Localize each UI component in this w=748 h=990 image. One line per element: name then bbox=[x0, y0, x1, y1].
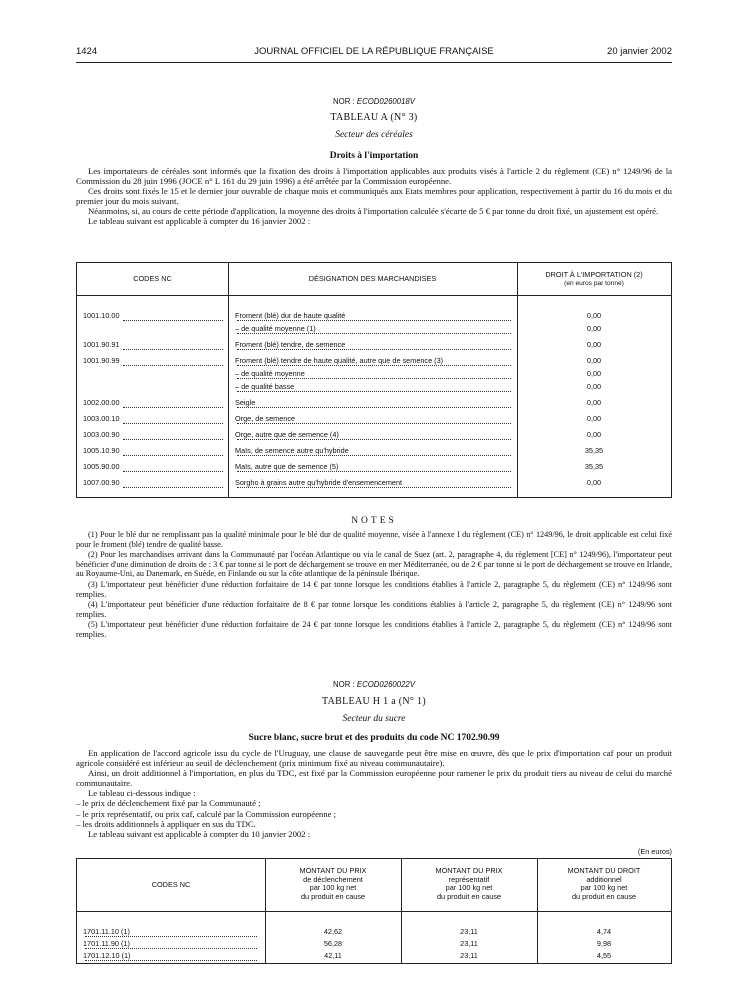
header-divider bbox=[77, 295, 671, 296]
list-item: – les droits additionnels à appliquer en sus du TDC. bbox=[76, 818, 256, 829]
row-code: 1001.10.00 bbox=[83, 311, 120, 320]
nor-reference-a: NOR : ECOD0260018V bbox=[333, 97, 415, 106]
table-row bbox=[77, 951, 671, 964]
paragraph: En application de l'accord agricole issu du cycle de l'Uruguay, une clause de sauvegarde peut être mise en œuvre, dès que le prix d'importation caf pour un produit agricole considéré est inférieur au seuil de déclenchement (prix minimum fixé au niveau communautaire). bbox=[76, 748, 672, 769]
row-code: 1003.00.10 bbox=[83, 414, 120, 423]
row-code: 1002.00.00 bbox=[83, 398, 120, 407]
journal-title: JOURNAL OFFICIEL DE LA RÉPUBLIQUE FRANÇAISE bbox=[254, 46, 494, 57]
row-code: 1005.90.00 bbox=[83, 462, 120, 471]
note-item: (1) Pour le blé dur ne remplissant pas la qualité minimale pour le blé dur de qualité moyenne, visée à l'annexe I du règlement (CE) n° 1249/96, le droit applicable est celui fixé pour le froment (blé) tendre de qualité basse. bbox=[76, 530, 672, 549]
intro-a bbox=[76, 166, 672, 227]
row-value: 0,00 bbox=[586, 430, 602, 439]
row-code: 1001.90.99 bbox=[83, 356, 120, 365]
row-value: 0,00 bbox=[586, 340, 602, 349]
row-value: 0,00 bbox=[586, 478, 602, 487]
row-designation: Froment (blé) tendre de haute qualité, autre que de semence (3) bbox=[235, 356, 444, 365]
row-prix-declenchement: 56,28 bbox=[323, 939, 343, 948]
col-header-prix-representatif: MONTANT DU PRIX représentatif par 100 kg net du produit en cause bbox=[435, 866, 503, 901]
row-designation: Orge, de semence bbox=[235, 414, 296, 423]
col-header-droit: DROIT À L'IMPORTATION (2) (en euros par tonne) bbox=[545, 270, 643, 287]
table-row bbox=[77, 398, 671, 411]
paragraph: Ainsi, un droit additionnel à l'importation, en plus du TDC, est fixé par la Commission européenne pour ramener le prix du produit tiers au niveau de celui du marché communautaire. bbox=[76, 768, 672, 789]
row-designation: Seigle bbox=[235, 398, 256, 407]
sugar-duties-table bbox=[76, 858, 672, 964]
table-row bbox=[77, 356, 671, 369]
unit-note: (En euros) bbox=[637, 847, 672, 856]
paragraph: Ces droits sont fixés le 15 et le dernier jour ouvrable de chaque mois et communiqués aux Etats membres pour application, respectivement à partir du 16 du mois et du premier jour du mois suivant. bbox=[76, 186, 672, 207]
leader-dots bbox=[123, 414, 223, 424]
row-designation: Froment (blé) dur de haute qualité bbox=[235, 311, 346, 320]
row-droit-additionnel: 9,98 bbox=[596, 939, 612, 948]
row-value: 0,00 bbox=[586, 382, 602, 391]
sector-b: Secteur du sucre bbox=[342, 714, 406, 724]
row-code: 1701.12.10 (1) bbox=[83, 951, 131, 960]
applicability: Le tableau suivant est applicable à compter du 10 janvier 2002 : bbox=[88, 828, 311, 839]
table-row bbox=[77, 382, 671, 395]
table-row bbox=[77, 478, 671, 491]
row-value: 0,00 bbox=[586, 369, 602, 378]
cereal-duties-table bbox=[76, 262, 672, 498]
row-value: 35,35 bbox=[584, 446, 604, 455]
leader-dots bbox=[123, 462, 223, 472]
header-date: 20 janvier 2002 bbox=[607, 46, 672, 57]
leader-dots bbox=[123, 478, 223, 488]
paragraph: Les importateurs de céréales sont informés que la fixation des droits à l'importation applicables aux produits visés à l'article 2 du règlement (CE) n° 1249/96 de la Commission du 28 juin 1996 (JOCE n° L 161 du 29 juin 1996) a été arrêtée par la Commission européenne. bbox=[76, 166, 672, 187]
row-prix-declenchement: 42,11 bbox=[324, 951, 342, 960]
table-row bbox=[77, 369, 671, 382]
leader-dots bbox=[123, 356, 223, 366]
paragraph: Le tableau suivant est applicable à compter du 16 janvier 2002 : bbox=[88, 216, 311, 227]
page-number: 1424 bbox=[76, 46, 98, 57]
row-prix-representatif: 23,11 bbox=[460, 951, 478, 960]
row-designation: – de qualité moyenne bbox=[235, 369, 305, 378]
table-row bbox=[77, 430, 671, 443]
note-item: (2) Pour les marchandises arrivant dans la Communauté par l'océan Atlantique ou via le canal de Suez (art. 2, paragraphe 4, du règlement [CE] n° 1249/96), l'importateur peut bénéficier d'une diminution de droits de : 3 € par tonne si le port de déchargement se trouve en mer Méditerranée, ou de 2 € par tonne si le port de déchargement se trouve en Irlande, au Royaume-Uni, au Danemark, en Suède, en Finlande ou sur la côte atlantique de la péninsule Ibérique. bbox=[76, 550, 672, 579]
intro-b bbox=[76, 748, 672, 839]
heading-a: Droits à l'importation bbox=[329, 151, 419, 161]
row-value: 0,00 bbox=[586, 356, 602, 365]
table-title-b: TABLEAU H 1 a (N° 1) bbox=[322, 696, 426, 707]
leader-dots bbox=[123, 430, 223, 440]
row-value: 0,00 bbox=[586, 324, 602, 333]
row-code: 1001.90.91 bbox=[83, 340, 120, 349]
paragraph: Néanmoins, si, au cours de cette période d'application, la moyenne des droits à l'importation calculée s'écarte de 5 € par tonne du droit fixé, un ajustement est opéré. bbox=[88, 206, 659, 217]
paragraph: Le tableau ci-dessous indique : bbox=[88, 788, 196, 799]
notes-title: NOTES bbox=[351, 516, 397, 526]
row-designation: Sorgho à grains autre qu'hybride d'ensemencement bbox=[235, 478, 403, 487]
note-item: (4) L'importateur peut bénéficier d'une réduction forfaitaire de 8 € par tonne lorsque les conditions établies à l'article 2, paragraphe 5, du règlement (CE) n° 1249/96 sont remplies. bbox=[76, 600, 672, 619]
row-droit-additionnel: 4,74 bbox=[596, 927, 612, 936]
header-divider bbox=[77, 911, 671, 912]
leader-dots bbox=[123, 340, 223, 350]
row-designation: Orge, autre que de semence (4) bbox=[235, 430, 339, 439]
row-value: 0,00 bbox=[586, 398, 602, 407]
row-code: 1701.11.10 (1) bbox=[83, 927, 130, 936]
row-code: 1003.00.90 bbox=[83, 430, 120, 439]
row-value: 0,00 bbox=[586, 311, 602, 320]
col-header-droit-additionnel: MONTANT DU DROIT additionnel par 100 kg net du produit en cause bbox=[567, 866, 641, 901]
row-designation: – de qualité basse bbox=[235, 382, 295, 391]
row-prix-representatif: 23,11 bbox=[460, 927, 478, 936]
col-header-designation: DÉSIGNATION DES MARCHANDISES bbox=[308, 274, 437, 283]
table-row bbox=[77, 446, 671, 459]
col-header-codes: CODES NC bbox=[133, 274, 172, 283]
table-row bbox=[77, 324, 671, 337]
leader-dots bbox=[123, 398, 223, 408]
leader-dots bbox=[123, 446, 223, 456]
row-value: 35,35 bbox=[584, 462, 604, 471]
nor-reference-b: NOR : ECOD0260022V bbox=[333, 680, 415, 689]
table-row bbox=[77, 414, 671, 427]
row-droit-additionnel: 4,55 bbox=[596, 951, 612, 960]
row-designation: Froment (blé) tendre, de semence bbox=[235, 340, 346, 349]
table-title-a: TABLEAU A (N° 3) bbox=[330, 112, 418, 123]
col-header-prix-declenchement: MONTANT DU PRIX de déclenchement par 100 kg net du produit en cause bbox=[299, 866, 367, 901]
sector-a: Secteur des céréales bbox=[335, 130, 413, 140]
row-designation: Maïs, autre que de semence (5) bbox=[235, 462, 339, 471]
list-item: – le prix représentatif, ou prix caf, calculé par la Commission européenne ; bbox=[76, 808, 337, 819]
row-value: 0,00 bbox=[586, 414, 602, 423]
table-row bbox=[77, 311, 671, 324]
note-item: (5) L'importateur peut bénéficier d'une réduction forfaitaire de 24 € par tonne lorsque les conditions établies à l'article 2, paragraphe 5, du règlement (CE) n° 1249/96 sont remplies. bbox=[76, 620, 672, 639]
row-designation: – de qualité moyenne (1) bbox=[235, 324, 316, 333]
row-prix-representatif: 23,11 bbox=[460, 939, 478, 948]
list-item: – le prix de déclenchement fixé par la Communauté ; bbox=[76, 798, 261, 809]
heading-b: Sucre blanc, sucre brut et des produits du code NC 1702.90.99 bbox=[248, 733, 500, 743]
row-code: 1005.10.90 bbox=[83, 446, 120, 455]
table-row bbox=[77, 462, 671, 475]
leader-dots bbox=[123, 311, 223, 321]
row-code: 1007.00.90 bbox=[83, 478, 120, 487]
row-prix-declenchement: 42,62 bbox=[323, 927, 343, 936]
row-code: 1701.11.90 (1) bbox=[83, 939, 130, 948]
table-row bbox=[77, 340, 671, 353]
col-header-codes: CODES NC bbox=[151, 880, 191, 889]
notes-list bbox=[76, 530, 672, 641]
leader-dots bbox=[237, 398, 511, 408]
note-item: (3) L'importateur peut bénéficier d'une réduction forfaitaire de 14 € par tonne lorsque les conditions établies à l'article 2, paragraphe 5, du règlement (CE) n° 1249/96 sont remplies. bbox=[76, 579, 672, 599]
row-designation: Maïs, de semence autre qu'hybride bbox=[235, 446, 349, 455]
header-rule bbox=[76, 62, 672, 63]
